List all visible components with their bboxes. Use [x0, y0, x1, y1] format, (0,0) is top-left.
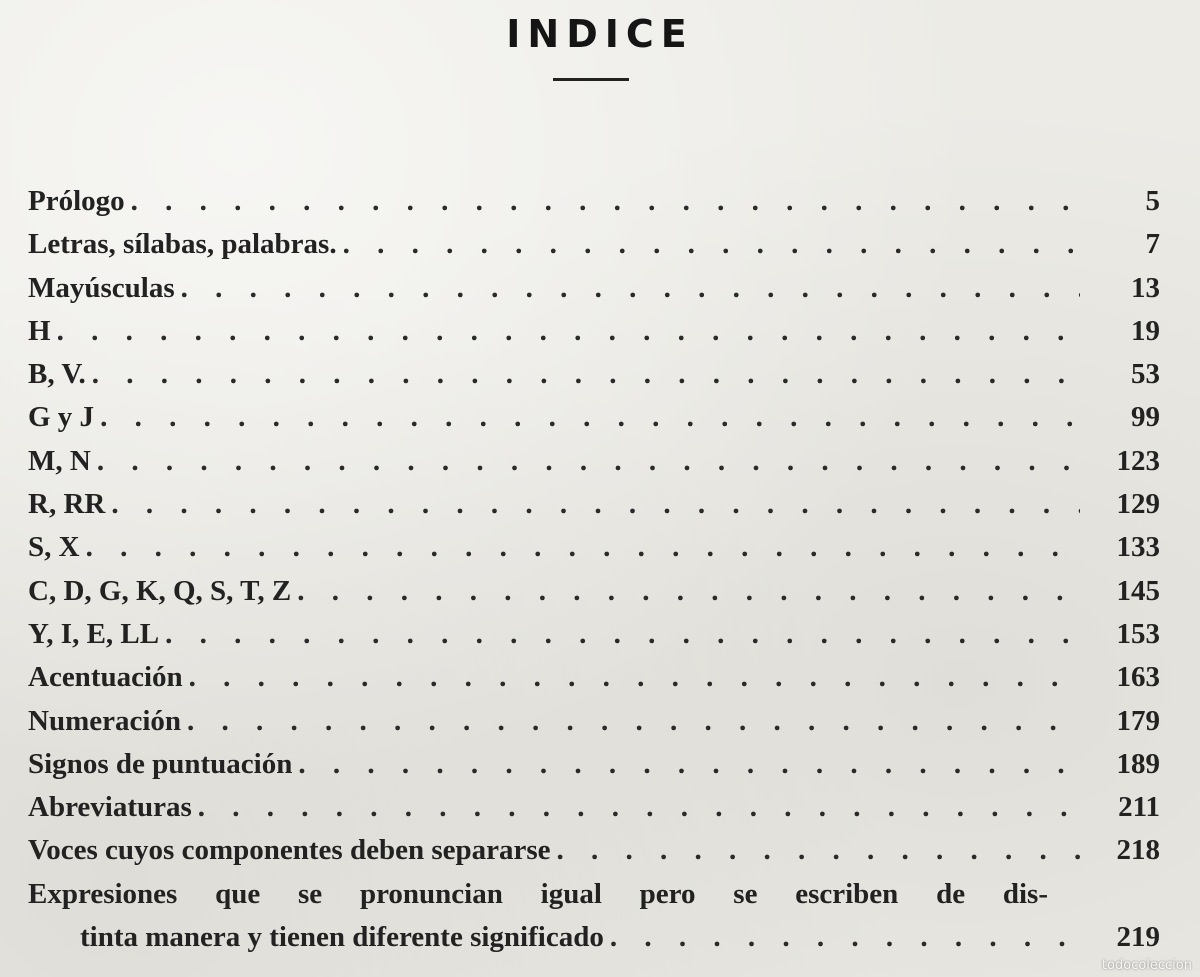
toc-entry-title: Y, I, E, LL — [28, 617, 160, 650]
toc-entry-letras — [28, 223, 1160, 266]
dot-leader — [181, 267, 1080, 310]
dot-leader — [297, 570, 1080, 613]
toc-entry-title: Numeración — [28, 704, 182, 737]
toc-entry-page: 145 — [1116, 574, 1160, 607]
dot-leader — [131, 180, 1080, 223]
toc-entry-title: G y J — [28, 401, 95, 434]
dot-leader — [343, 223, 1080, 266]
toc-entry-y-i-e-ll — [28, 613, 1160, 656]
toc-entry-page: 129 — [1116, 488, 1160, 521]
toc-entry-title: Voces cuyos componentes deben separarse — [28, 834, 551, 867]
toc-entry-title: Abreviaturas — [28, 791, 192, 824]
toc-entry-numeracion — [28, 700, 1160, 743]
toc-entry-page: 189 — [1116, 747, 1160, 780]
toc-entry-title-line2: tinta manera y tienen diferente significado — [80, 921, 604, 954]
toc-entry-title: Mayúsculas — [28, 271, 175, 304]
toc-entry-title: B, V. — [28, 358, 86, 391]
dot-leader — [165, 613, 1080, 656]
dot-leader — [187, 700, 1080, 743]
toc-entry-title: Prólogo — [28, 185, 125, 217]
toc-entry-expresiones — [28, 873, 1160, 916]
toc-entry-page: 19 — [1131, 314, 1160, 347]
toc-entry-page: 163 — [1116, 661, 1160, 694]
toc-entry-prologo — [28, 180, 1160, 223]
toc-entry-title: C, D, G, K, Q, S, T, Z — [28, 574, 292, 607]
toc-entry-page: 133 — [1116, 531, 1160, 564]
toc-entry-acentuacion — [28, 656, 1160, 699]
dot-leader — [298, 743, 1080, 786]
toc-entry-abreviaturas — [28, 786, 1160, 829]
toc-entry-title: Letras, sílabas, palabras. — [28, 228, 337, 261]
dot-leader — [100, 396, 1080, 439]
toc-entry-m-n — [28, 440, 1160, 483]
page-title: INDICE — [506, 12, 694, 56]
dot-leader — [189, 656, 1080, 699]
toc-entry-page: 153 — [1116, 617, 1160, 650]
dot-leader — [111, 483, 1080, 526]
toc-entry-page: 211 — [1118, 791, 1160, 824]
toc-entry-expresiones-continued — [28, 916, 1160, 959]
toc-entry-g-j — [28, 396, 1160, 439]
toc-entry-title: Acentuación — [28, 661, 183, 694]
toc-entry-title: M, N — [28, 444, 91, 477]
watermark-text: todocoleccion — [1101, 958, 1192, 973]
toc-entry-h — [28, 310, 1160, 353]
toc-entry-consonants — [28, 570, 1160, 613]
title-underline-rule — [553, 78, 629, 81]
toc-entry-page: 179 — [1116, 704, 1160, 737]
toc-entry-r-rr — [28, 483, 1160, 526]
toc-entry-title-line1: Expresiones que se pronuncian igual pero se escriben de dis- — [28, 877, 1048, 910]
toc-entry-page: 123 — [1116, 444, 1160, 477]
toc-entry-page: 219 — [1116, 921, 1160, 954]
dot-leader — [198, 786, 1080, 829]
dot-leader — [57, 310, 1080, 353]
toc-entry-signos — [28, 743, 1160, 786]
toc-entry-title: S, X — [28, 531, 80, 564]
toc-entry-voces — [28, 829, 1160, 872]
dot-leader — [92, 353, 1080, 396]
dot-leader — [86, 526, 1080, 569]
toc-entry-page: 13 — [1131, 271, 1160, 304]
toc-entry-page: 5 — [1145, 185, 1160, 217]
dot-leader — [97, 440, 1080, 483]
toc-entry-page: 53 — [1131, 358, 1160, 391]
toc-entry-mayusculas — [28, 267, 1160, 310]
toc-entry-title: H — [28, 314, 51, 347]
table-of-contents — [28, 180, 1160, 959]
toc-entry-title: Signos de puntuación — [28, 747, 293, 780]
toc-entry-b-v — [28, 353, 1160, 396]
dot-leader — [557, 829, 1080, 872]
toc-entry-page: 218 — [1116, 834, 1160, 867]
toc-entry-page: 7 — [1145, 228, 1160, 261]
toc-entry-s-x — [28, 526, 1160, 569]
toc-entry-page: 99 — [1131, 401, 1160, 434]
dot-leader — [610, 916, 1080, 959]
toc-entry-title: R, RR — [28, 488, 106, 521]
